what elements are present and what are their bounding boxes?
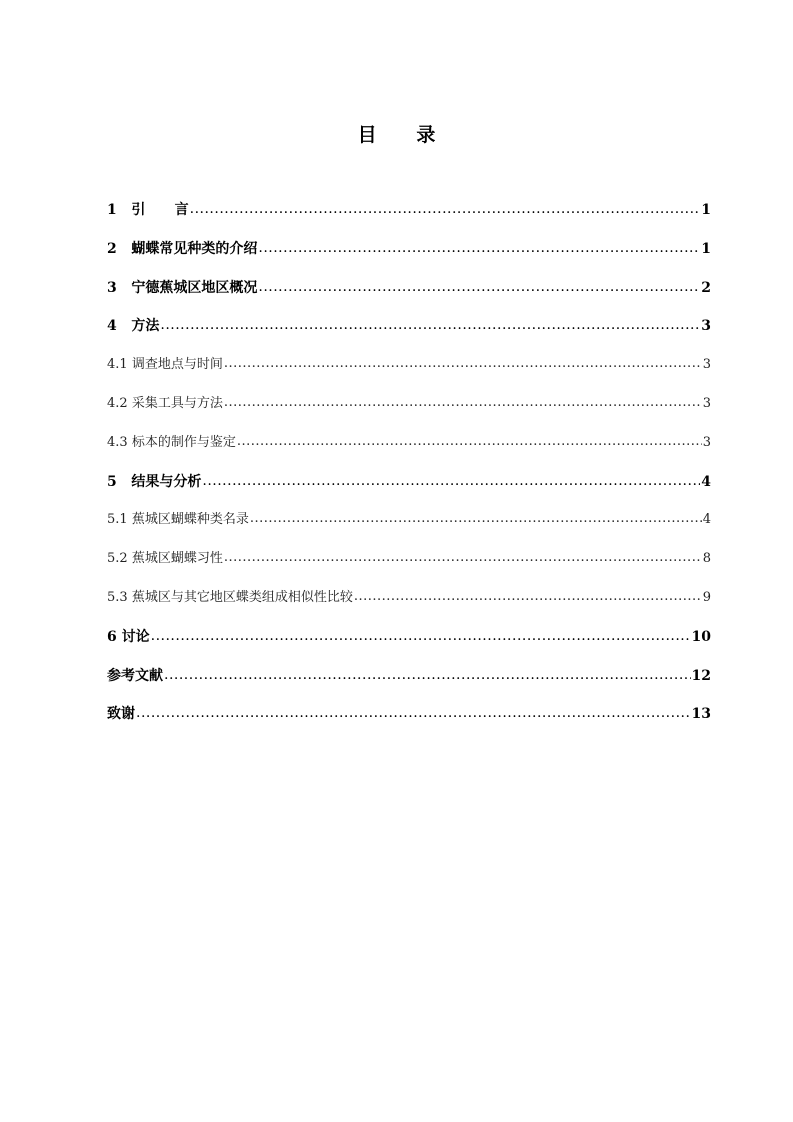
toc-dot-leader — [224, 352, 702, 376]
toc-dot-leader — [258, 275, 700, 299]
toc-entry-number: 5 — [107, 473, 132, 490]
toc-entry-discussion[interactable] — [107, 625, 711, 664]
toc-entry-number: 1 — [107, 202, 132, 218]
toc-entry-page: 9 — [702, 589, 711, 605]
toc-dot-leader — [136, 701, 691, 725]
toc-entry-species-list[interactable] — [107, 508, 711, 547]
toc-list — [107, 198, 711, 741]
toc-entry-text: 蕉城区与其它地区蝶类组成相似性比较 — [131, 589, 353, 605]
toc-entry-text: 宁德蕉城区地区概况 — [131, 279, 258, 296]
toc-entry-number: 5.2 — [107, 551, 132, 567]
toc-entry-survey-site-time[interactable] — [107, 353, 711, 392]
toc-dot-leader — [202, 469, 700, 493]
toc-entry-page: 10 — [691, 628, 711, 645]
toc-entry-region-overview[interactable] — [107, 276, 711, 315]
toc-entry-page: 3 — [702, 434, 711, 450]
toc-entry-methods[interactable] — [107, 314, 711, 353]
toc-entry-number: 4.3 — [107, 434, 132, 450]
toc-entry-text: 讨论 — [121, 628, 150, 645]
toc-entry-text: 参考文献 — [107, 667, 163, 684]
toc-entry-page: 4 — [701, 473, 711, 490]
toc-entry-text: 致谢 — [107, 706, 135, 723]
toc-entry-text: 采集工具与方法 — [131, 395, 223, 411]
toc-entry-text: 蕉城区蝴蝶种类名录 — [131, 512, 249, 528]
toc-entry-number: 4 — [107, 318, 132, 335]
toc-entry-page: 3 — [702, 395, 711, 411]
toc-dot-leader — [237, 430, 702, 454]
toc-dot-leader — [354, 585, 702, 609]
toc-dot-leader — [151, 624, 691, 648]
toc-entry-intro[interactable] — [107, 198, 711, 237]
toc-entry-similarity-comparison[interactable] — [107, 586, 711, 625]
toc-entry-page: 12 — [691, 667, 711, 684]
toc-entry-page: 8 — [702, 551, 711, 567]
toc-entry-text: 方法 — [131, 318, 160, 335]
toc-dot-leader — [164, 663, 691, 687]
toc-dot-leader — [160, 313, 700, 337]
toc-entry-text: 蕉城区蝴蝶习性 — [131, 551, 223, 567]
toc-entry-text: 调查地点与时间 — [131, 357, 223, 373]
toc-entry-butterfly-species[interactable] — [107, 237, 711, 276]
toc-entry-page: 3 — [702, 357, 711, 373]
toc-dot-leader — [190, 197, 701, 221]
toc-entry-number: 4.2 — [107, 395, 132, 411]
toc-entry-number: 4.1 — [107, 357, 132, 373]
toc-dot-leader — [224, 391, 702, 415]
toc-entry-specimen-preparation[interactable] — [107, 431, 711, 470]
toc-entry-butterfly-habits[interactable] — [107, 547, 711, 586]
toc-entry-page: 1 — [701, 202, 711, 218]
toc-dot-leader — [250, 507, 702, 531]
toc-entry-text: 蝴蝶常见种类的介绍 — [131, 240, 258, 257]
toc-entry-collection-tools[interactable] — [107, 392, 711, 431]
toc-title: 目 录 — [357, 124, 436, 146]
toc-dot-leader — [224, 546, 702, 570]
toc-entry-page: 1 — [701, 240, 711, 257]
toc-entry-page: 2 — [701, 279, 711, 296]
toc-entry-text: 结果与分析 — [131, 473, 202, 490]
toc-entry-number: 5.1 — [107, 512, 132, 528]
toc-entry-number: 3 — [107, 279, 132, 296]
toc-entry-page: 3 — [701, 318, 711, 335]
toc-entry-number: 5.3 — [107, 589, 132, 605]
toc-entry-page: 4 — [702, 512, 711, 528]
toc-entry-references[interactable] — [107, 664, 711, 703]
toc-entry-number: 2 — [107, 240, 132, 257]
toc-dot-leader — [258, 236, 700, 260]
toc-entry-number: 6 — [107, 628, 122, 645]
toc-entry-text: 引 言 — [131, 202, 189, 218]
toc-entry-page: 13 — [691, 706, 711, 723]
toc-entry-acknowledgements[interactable] — [107, 702, 711, 741]
toc-entry-results[interactable] — [107, 470, 711, 509]
toc-entry-text: 标本的制作与鉴定 — [131, 434, 236, 450]
